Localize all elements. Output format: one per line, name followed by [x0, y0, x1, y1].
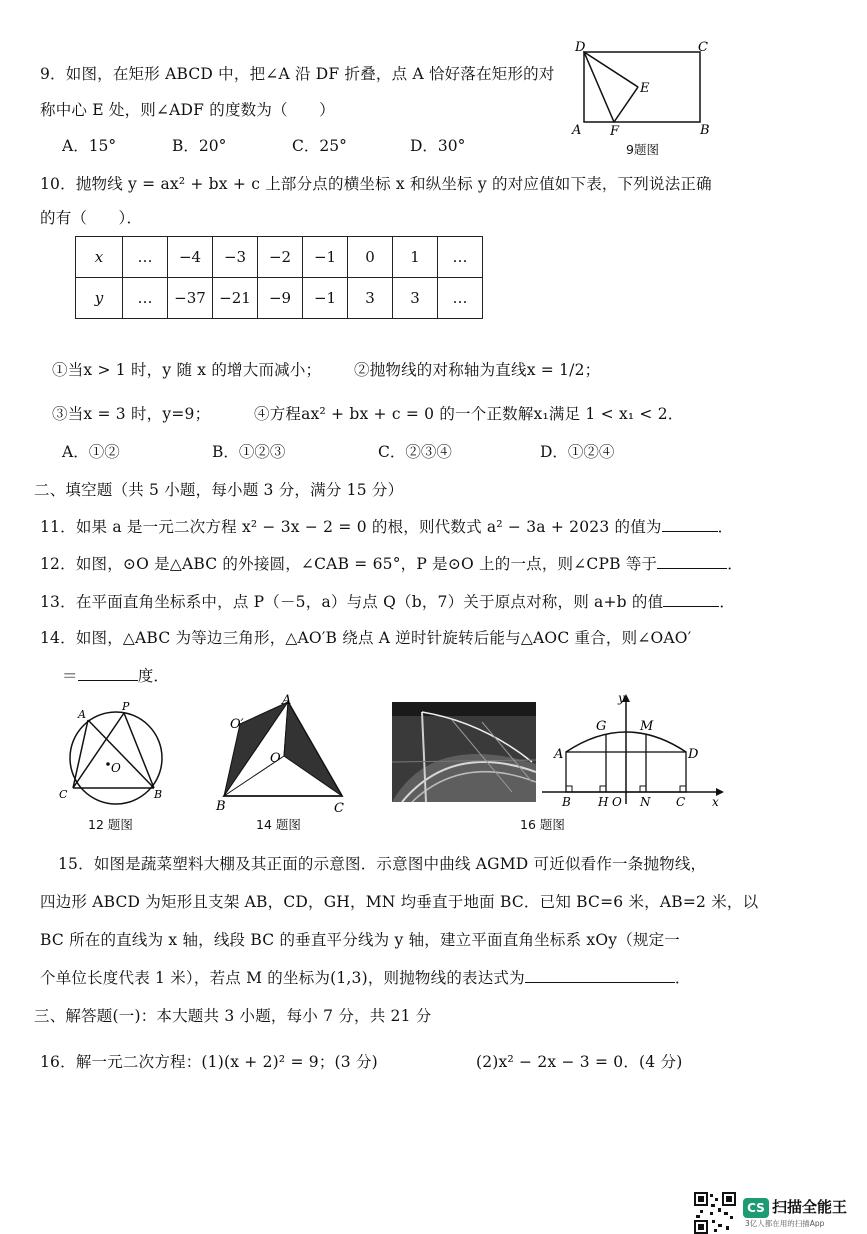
q10-statement-3: ③当x = 3 时，y=9；	[52, 405, 211, 423]
figure-9	[566, 38, 716, 142]
fig9-label-f: F	[610, 124, 620, 139]
section-3-heading: 三、解答题(一)：本大题共 3 小题，每小 7 分，共 21 分	[34, 1007, 432, 1025]
q9-option-d: D．30°	[410, 137, 466, 155]
fig14-label-a: A	[282, 694, 292, 708]
fig14-label-c: C	[334, 801, 344, 816]
q16-part-1: 16．解一元二次方程：(1)(x + 2)² = 9；(3 分)	[40, 1053, 378, 1071]
q15-answer-blank[interactable]	[525, 968, 675, 983]
fig16-label-h: H	[598, 795, 609, 809]
table-cell: …	[438, 278, 483, 319]
fig16-label-x: x	[712, 795, 719, 809]
figure-14	[212, 694, 358, 818]
fig12-label-c: C	[59, 788, 68, 801]
q12-answer-blank[interactable]	[657, 554, 727, 569]
fig16-label-c: C	[676, 795, 686, 809]
fig9-label-a: A	[572, 123, 582, 138]
figure-12	[56, 700, 176, 812]
fig16-label-g: G	[596, 719, 607, 734]
q10-line2: 的有（ ）．	[40, 209, 143, 227]
fig12-label-b: B	[154, 788, 163, 801]
table-cell: …	[123, 237, 168, 278]
table-cell: 3	[393, 278, 438, 319]
q10-option-b: B．①②③	[212, 443, 286, 461]
table-cell: −9	[258, 278, 303, 319]
q14-line1: 14．如图，△ABC 为等边三角形，△AO′B 绕点 A 逆时针旋转后能与△AOC 重合，则∠OAO′	[40, 629, 692, 647]
table-cell: 3	[348, 278, 393, 319]
table-cell: −1	[303, 278, 348, 319]
table-cell: −4	[168, 237, 213, 278]
table-cell: −1	[303, 237, 348, 278]
q15-line2: 四边形 ABCD 为矩形且支架 AB，CD，GH，MN 均垂直于地面 BC．已知 BC=6 米，AB=2 米，以	[40, 893, 759, 911]
fig12-label-o: O	[111, 761, 121, 775]
table-row	[76, 237, 483, 278]
greenhouse-photo	[392, 702, 536, 802]
fig9-caption: 9题图	[626, 142, 659, 157]
fig12-label-p: P	[122, 700, 130, 713]
q11-text: 11．如果 a 是一元二次方程 x² − 3x − 2 = 0 的根，则代数式 a² − 3a + 2023 的值为 ．	[40, 518, 734, 536]
fig14-label-o: O	[270, 751, 281, 766]
q10-line1: 10．抛物线 y = ax² + bx + c 上部分点的横坐标 x 和纵坐标 y 的对应值如下表，下列说法正确	[40, 175, 712, 193]
q10-statement-2: ②抛物线的对称轴为直线x = 1/2；	[354, 361, 601, 379]
q12-stem: 12．如图，⊙O 是△ABC 的外接圆，∠CAB = 65°，P 是⊙O 上的一点，则∠CPB 等于	[40, 555, 658, 573]
table-cell: −3	[213, 237, 258, 278]
q9-option-c: C．25°	[292, 137, 347, 155]
fig9-label-c: C	[698, 40, 708, 55]
fig14-caption: 14 题图	[256, 817, 301, 832]
q15-line4: 个单位长度代表 1 米），若点 M 的坐标为(1,3)，则抛物线的表达式为 ．	[40, 969, 691, 987]
fig9-label-b: B	[700, 123, 710, 138]
q16-part-2: (2)x² − 2x − 3 = 0．(4 分)	[476, 1053, 683, 1071]
table-cell: …	[438, 237, 483, 278]
q12-text: 12．如图，⊙O 是△ABC 的外接圆，∠CAB = 65°，P 是⊙O 上的一点，则∠CPB 等于 ．	[40, 555, 743, 573]
section-2-heading: 二、填空题（共 5 小题，每小题 3 分，满分 15 分）	[34, 481, 404, 499]
q14-line2	[62, 664, 169, 686]
q13-answer-blank[interactable]	[663, 592, 719, 607]
table-cell: 0	[348, 237, 393, 278]
table-cell: x	[76, 237, 123, 278]
table-cell: y	[76, 278, 123, 319]
fig16-label-y: y	[618, 692, 625, 705]
q9-line2: 称中心 E 处，则∠ADF 的度数为（ ）	[40, 101, 335, 119]
brand-tagline: 3亿人都在用的扫描App	[745, 1219, 825, 1228]
fig16-label-b: B	[562, 795, 571, 809]
fig16-label-n: N	[640, 795, 651, 809]
table-row	[76, 278, 483, 319]
q15-stem: 个单位长度代表 1 米），若点 M 的坐标为(1,3)，则抛物线的表达式为	[40, 969, 525, 987]
q14-unit: 度．	[137, 667, 170, 685]
q9-option-b: B．20°	[172, 137, 227, 155]
q11-stem: 11．如果 a 是一元二次方程 x² − 3x − 2 = 0 的根，则代数式 a² − 3a + 2023 的值为	[40, 518, 662, 536]
camscanner-logo: CS	[743, 1198, 769, 1218]
table-cell: 1	[393, 237, 438, 278]
q15-line3: BC 所在的直线为 x 轴，线段 BC 的垂直平分线为 y 轴，建立平面直角坐标系 xOy（规定一	[40, 931, 680, 949]
table-cell: …	[123, 278, 168, 319]
fig14-label-b: B	[216, 799, 226, 814]
fig12-caption: 12 题图	[88, 817, 133, 832]
fig16-caption: 16 题图	[520, 817, 565, 832]
q10-statement-1: ①当x > 1 时，y 随 x 的增大而减小；	[52, 361, 322, 379]
q14-equals: ＝	[62, 667, 78, 685]
q13-text: 13．在平面直角坐标系中，点 P（－5，a）与点 Q（b，7）关于原点对称，则 a+b 的值 ．	[40, 593, 736, 611]
brand-name: 扫描全能王	[772, 1198, 848, 1216]
table-cell: −37	[168, 278, 213, 319]
fig16-label-d: D	[688, 747, 699, 762]
q13-stem: 13．在平面直角坐标系中，点 P（－5，a）与点 Q（b，7）关于原点对称，则 a+b 的值	[40, 593, 664, 611]
q9-option-a: A．15°	[62, 137, 117, 155]
q10-option-c: C．②③④	[378, 443, 452, 461]
fig16-label-m: M	[640, 719, 654, 734]
fig9-label-e: E	[640, 81, 650, 96]
fig16-label-a: A	[554, 747, 564, 762]
q15-line1: 15．如图是蔬菜塑料大棚及其正面的示意图．示意图中曲线 AGMD 可近似看作一条抛物线，	[58, 855, 707, 873]
q9-line1: 9．如图，在矩形 ABCD 中，把∠A 沿 DF 折叠，点 A 恰好落在矩形的对	[40, 65, 555, 83]
q10-option-d: D．①②④	[540, 443, 615, 461]
q14-answer-blank[interactable]	[78, 666, 138, 681]
fig9-label-d: D	[575, 40, 586, 55]
fig16-label-o: O	[612, 795, 622, 809]
q11-answer-blank[interactable]	[662, 517, 718, 532]
q10-statement-4: ④方程ax² + bx + c = 0 的一个正数解x₁满足 1 < x₁ < 2．	[254, 405, 684, 423]
fig14-label-o-prime: O′	[230, 717, 244, 732]
table-cell: −21	[213, 278, 258, 319]
table-cell: −2	[258, 237, 303, 278]
fig12-label-a: A	[78, 708, 86, 721]
xy-value-table	[75, 236, 483, 319]
q10-option-a: A．①②	[62, 443, 120, 461]
figure-16-diagram	[540, 692, 726, 810]
